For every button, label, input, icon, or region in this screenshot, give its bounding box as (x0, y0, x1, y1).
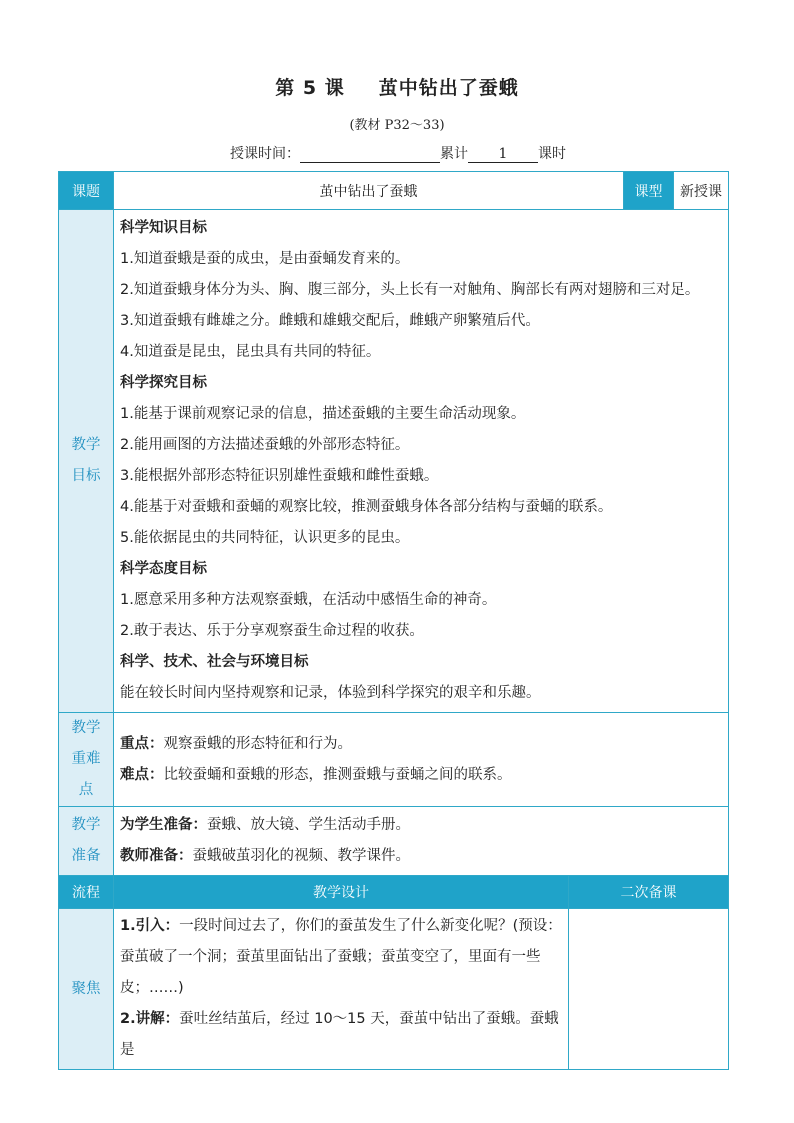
focus-row (59, 909, 729, 1070)
list-item: 3.能根据外部形态特征识别雄性蚕蛾和雌性蚕蛾。 (120, 468, 439, 484)
list-item: 1.愿意采用多种方法观察蚕蛾，在活动中感悟生命的神奇。 (120, 592, 497, 608)
preparation-row (59, 807, 729, 876)
revision-col-label: 二次备课 (569, 876, 729, 909)
lesson-number: 第 5 课 (275, 77, 345, 99)
explain-paragraph: 2.讲解：蚕吐丝结茧后，经过 10～15 天，蚕茧中钻出了蚕蛾。蚕蛾是 (120, 1011, 559, 1058)
topic-value: 茧中钻出了蚕蛾 (114, 172, 624, 210)
time-label: 授课时间： (230, 146, 300, 162)
time-blank[interactable] (300, 146, 440, 163)
type-label: 课型 (624, 172, 674, 210)
intro-paragraph: 1.引入：一段时间过去了，你们的蚕茧发生了什么新变化呢？(预设：蚕茧破了一个洞；蚕茧里面钻出了蚕蛾；蚕茧变空了，里面有一些皮；……) (120, 918, 562, 996)
section-heading: 科学探究目标 (120, 375, 207, 391)
lesson-title (0, 73, 794, 100)
process-header-row (59, 876, 729, 909)
section-heading: 科学态度目标 (120, 561, 207, 577)
section-heading: 科学、技术、社会与环境目标 (120, 654, 309, 670)
objectives-label: 教学 目标 (59, 210, 114, 713)
schedule-line (230, 143, 566, 163)
design-col-label: 教学设计 (114, 876, 569, 909)
objectives-row (59, 210, 729, 713)
difficulty-line: 难点：比较蚕蛹和蚕蛾的形态，推测蚕蛾与蚕蛹之间的联系。 (120, 766, 512, 783)
lesson-name: 茧中钻出了蚕蛾 (378, 77, 519, 99)
key-points-row (59, 713, 729, 807)
list-item: 5.能依据昆虫的共同特征，认识更多的昆虫。 (120, 530, 410, 546)
focus-line: 重点：观察蚕蛾的形态特征和行为。 (120, 735, 352, 752)
list-item: 1.能基于课前观察记录的信息，描述蚕蛾的主要生命活动现象。 (120, 406, 526, 422)
list-item: 2.敢于表达、乐于分享观察蚕生命过程的收获。 (120, 623, 424, 639)
topic-row (59, 172, 729, 210)
revision-notes-cell[interactable] (569, 909, 729, 1070)
textbook-pages: (教材 P32～33) (349, 118, 445, 133)
process-col-label: 流程 (59, 876, 114, 909)
key-points-label: 教学 重难 点 (59, 713, 114, 807)
focus-content (114, 909, 569, 1070)
preparation-label: 教学 准备 (59, 807, 114, 876)
list-item: 2.知道蚕蛾身体分为头、胸、腹三部分，头上长有一对触角、胸部长有两对翅膀和三对足。 (120, 282, 700, 298)
objectives-content (114, 210, 729, 713)
total-label: 累计 (440, 146, 468, 162)
topic-label: 课题 (59, 172, 114, 210)
list-item: 能在较长时间内坚持观察和记录，体验到科学探究的艰辛和乐趣。 (120, 685, 541, 701)
teacher-prep-line: 教师准备：蚕蛾破茧羽化的视频、教学课件。 (120, 848, 410, 864)
student-prep-line: 为学生准备：蚕蛾、放大镜、学生活动手册。 (120, 817, 410, 833)
preparation-content (114, 807, 729, 876)
list-item: 4.能基于对蚕蛾和蚕蛹的观察比较，推测蚕蛾身体各部分结构与蚕蛹的联系。 (120, 499, 613, 515)
key-points-content (114, 713, 729, 807)
list-item: 1.知道蚕蛾是蚕的成虫，是由蚕蛹发育来的。 (120, 251, 410, 267)
focus-label: 聚焦 (59, 909, 114, 1070)
list-item: 2.能用画图的方法描述蚕蛾的外部形态特征。 (120, 437, 410, 453)
list-item: 4.知道蚕是昆虫，昆虫具有共同的特征。 (120, 344, 381, 360)
lesson-plan-table (58, 171, 729, 1070)
unit-label: 课时 (538, 146, 566, 162)
list-item: 3.知道蚕蛾有雌雄之分。雌蛾和雄蛾交配后，雌蛾产卵繁殖后代。 (120, 313, 540, 329)
section-heading: 科学知识目标 (120, 220, 207, 236)
type-value: 新授课 (674, 172, 729, 210)
total-value[interactable]: 1 (468, 146, 538, 163)
